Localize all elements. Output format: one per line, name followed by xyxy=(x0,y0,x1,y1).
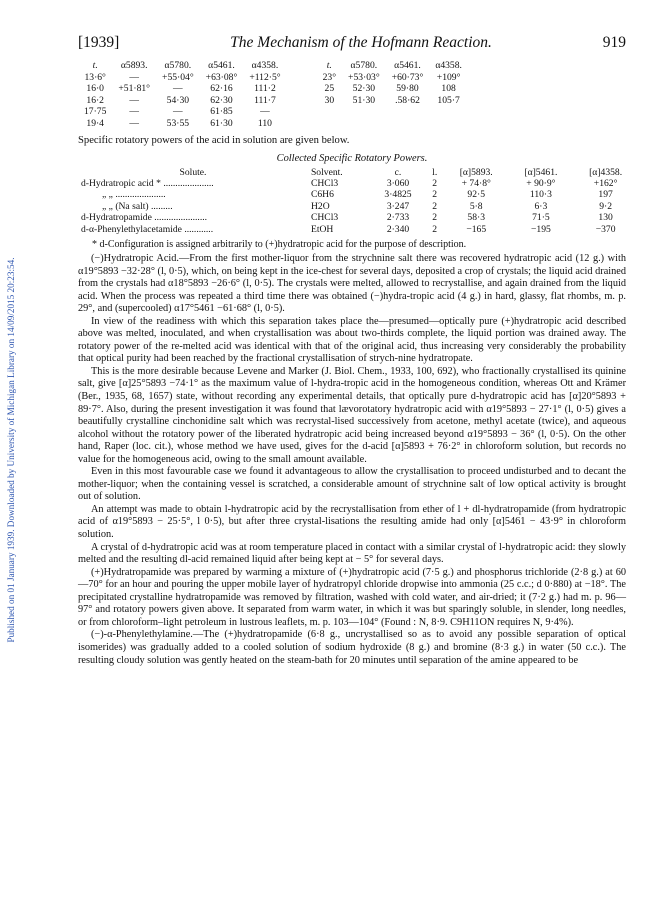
table-cell: +53·03° xyxy=(348,71,380,83)
column-gap xyxy=(287,83,317,95)
table-cell: 13·6° xyxy=(84,71,106,83)
table-cell: 19·4 xyxy=(86,117,104,129)
table-row xyxy=(78,95,468,107)
table-row xyxy=(78,83,468,95)
table-cell: 197 xyxy=(598,189,613,201)
table-cell: 2 xyxy=(432,177,438,189)
table-cell: 6·3 xyxy=(534,200,548,212)
header-cell: [α]5893. xyxy=(459,166,493,178)
table-header-row xyxy=(78,167,638,178)
table-cell: 25 xyxy=(324,83,335,95)
table-cell: 111·2 xyxy=(254,83,276,95)
table-cell: 110·3 xyxy=(529,189,552,201)
column-gap xyxy=(287,118,317,130)
table-cell: 59·80 xyxy=(396,83,419,95)
download-notice xyxy=(2,170,20,730)
header-cell: [α]5461. xyxy=(524,166,558,178)
table-cell: 71·5 xyxy=(532,212,550,224)
table-cell: 61·85 xyxy=(210,106,233,118)
table-cell: +109° xyxy=(436,71,461,83)
table-cell: CHCl3 xyxy=(310,177,339,189)
table-cell: 58·3 xyxy=(467,212,486,224)
table-cell: −370 xyxy=(595,223,616,235)
table-cell: 61·30 xyxy=(210,117,233,129)
table-cell: + 74·8° xyxy=(461,177,491,189)
table-cell: d-Hydratropic acid * ..................... xyxy=(81,177,214,189)
table-cell-empty xyxy=(317,118,468,130)
table-cell: +55·04° xyxy=(162,71,194,83)
table-cell: — xyxy=(173,83,183,95)
table-row xyxy=(78,189,638,200)
table-cell: 111·7 xyxy=(254,94,276,106)
table-cell: „ „ (Na salt) ......... xyxy=(102,200,173,212)
table-cell: +60·73° xyxy=(391,71,424,83)
paragraph: (−)-α-Phenylethylamine.—The (+)hydratropamide (6·8 g., uncrystallised so as to avoid any possible separation of optical isomerides) was gradually added to a cooled solution of sodium hydroxide (8 g.) and bromine (8·3 g.) in water (50 c.c.). The resulting cloudy solution was gently heated on the steam-bath for 20 minutes until separation of the amine appeared to be xyxy=(78,629,626,666)
header-cell: α5893. xyxy=(120,60,148,71)
table-row xyxy=(78,224,638,235)
table-cell: −195 xyxy=(531,223,551,235)
table-cell: 16·2 xyxy=(86,94,104,106)
paragraph: This is the more desirable because Levene and Marker (J. Biol. Chem., 1933, 100, 692), who fractionally crystallised its quinine salt, give [α]25°5893 −74·1° as the maximum value of l-hydra-tropic acid in the homogeneous condition, whereas Ott and Krämer (Ber., 1935, 68, 1657) state, without recording any experimental details, that optically pure d-hydratropic acid has [α]20°5893 + 89·7°. Also, during the present investigation it was found that lævorotatory hydratropic acid with α19°5893 − 27·1° (l, 0·5) gives a beautifully crystalline cinchonidine salt which was recrystal-lised successively from acetone, methyl acetate (twice), and aqueous alcohol without the rotatory power of the liberated hydratropic acid being increased beyond α19°5893 − 36° (l, 0·5). On the other hand, Raper (loc. cit.), whose method we have used, gives for the d-acid [α]5893 + 76·2° in chloroform solution, but records no value for the homogeneous acid, owing to the small amount available. xyxy=(78,365,626,465)
paragraph: (−)Hydratropic Acid.—From the first mother-liquor from the strychnine salt there was recovered hydratropic acid (12 g.) with α19°5893 −32·28° (l, 0·5), which, on being kept in the ice-chest for several days, deposited a crop of crystals; the liquid acid drained from the crystals had α18°5893 −26·6° (l, 0·5). The crystals were melted, allowed to recrystallise, and again drained from the liquid acid. When the process was repeated a third time there was obtained (−)hydra-tropic acid (4 g.) in hard, glassy, flat rhombs, m. p. 29°, and (supercooled) α17°5461 −61·68° (l, 0·5). xyxy=(78,253,626,315)
table-row xyxy=(78,106,468,118)
column-gap xyxy=(287,95,317,107)
table-cell: — xyxy=(129,94,139,106)
table-row xyxy=(78,201,638,212)
header-cell: α5780. xyxy=(164,60,192,71)
table-cell: 17·75 xyxy=(84,106,107,118)
table-cell: 52·30 xyxy=(352,83,376,95)
table-cell: d-α-Phenylethylacetamide ............ xyxy=(81,223,214,235)
header-cell: [α]4358. xyxy=(589,166,623,178)
paragraph: An attempt was made to obtain l-hydratropic acid by the recrystallisation from ether of l + dl-hydratropamide (from hydratropic acid of α19°5893 − 25·5°, l 0·5), but after three crystal-lisations the resulting amide had only [α]5461 − 43·9° in chloroform solution. xyxy=(78,503,626,541)
table-cell: 5·8 xyxy=(469,200,483,212)
table-cell: — xyxy=(129,117,139,129)
table-cell: — xyxy=(129,106,139,118)
table-cell: 2·340 xyxy=(386,223,410,235)
header-cell: Solvent. xyxy=(310,166,343,178)
table-cell: 54·30 xyxy=(166,94,190,106)
table-cell: 2·733 xyxy=(386,212,410,224)
specific-rotation-table xyxy=(78,60,468,130)
page xyxy=(78,34,626,667)
header-year: [1939] xyxy=(78,34,120,51)
table-cell: 16·0 xyxy=(86,83,104,95)
table-row xyxy=(78,178,638,189)
table-cell: +162° xyxy=(593,177,618,189)
table-cell: EtOH xyxy=(310,223,334,235)
header-cell: t. xyxy=(326,60,332,71)
table-cell: 2 xyxy=(432,212,438,224)
column-gap xyxy=(287,72,317,84)
column-gap xyxy=(287,60,317,72)
table-cell: 2 xyxy=(432,200,438,212)
table-cell: 62·30 xyxy=(210,94,233,106)
table-cell-empty xyxy=(317,106,468,118)
table-cell: H2O xyxy=(310,200,330,212)
table-cell: 23° xyxy=(322,71,337,83)
page-header xyxy=(78,34,626,52)
header-title: The Mechanism of the Hofmann Reaction. xyxy=(230,34,492,51)
table-cell: 3·4825 xyxy=(384,189,412,201)
table-cell: C6H6 xyxy=(310,189,334,201)
table-cell: 105·7 xyxy=(437,94,460,106)
rotatory-powers-table xyxy=(78,167,638,235)
paragraph: A crystal of d-hydratropic acid was at room temperature placed in contact with a similar crystal of l-hydratropic acid: they slowly melted and the resulting dl-acid remained liquid after being kept at − 5° for several days. xyxy=(78,541,626,566)
table-caption: Specific rotatory powers of the acid in solution are given below. xyxy=(78,134,350,146)
header-cell: c. xyxy=(394,166,402,178)
table-cell: — xyxy=(173,106,183,118)
table-cell: .58·62 xyxy=(395,94,420,106)
table-cell: 110 xyxy=(257,117,272,129)
table-row xyxy=(78,118,468,130)
table-row xyxy=(78,72,468,84)
paragraph: In view of the readiness with which this separation takes place the—presumed—optically pure (+)hydratropic acid described above was melted, inoculated, and when crystallisation was about two-thirds complete, the liquid portion was drained away. The rotatory power of the re-melted acid was identical with that of the original acid, thus increasing very considerably the probability that optical purity had been reached by the fractional crystallisation of strych-nine hydratropate. xyxy=(78,315,626,365)
table-footnote: * d-Configuration is assigned arbitrarily to (+)hydratropic acid for the purpose of description. xyxy=(92,239,467,250)
table-cell: +63·08° xyxy=(205,71,238,83)
table-cell: 30 xyxy=(324,94,335,106)
header-cell: α4358. xyxy=(251,60,279,71)
header-page-number: 919 xyxy=(602,34,626,51)
table-cell: 108 xyxy=(441,83,456,95)
table-cell: 92·5 xyxy=(467,189,486,201)
table-cell: 62·16 xyxy=(210,83,233,95)
header-cell: α5780. xyxy=(350,60,378,71)
table-row xyxy=(78,212,638,223)
table-cell: CHCl3 xyxy=(310,212,339,224)
table-cell: −165 xyxy=(466,223,487,235)
header-cell: α4358. xyxy=(435,60,462,71)
table-cell: 3·247 xyxy=(386,200,410,212)
header-cell: t. xyxy=(92,60,98,71)
table-cell: — xyxy=(129,71,139,83)
table-cell: — xyxy=(260,106,270,118)
table-cell: d-Hydratropamide ...................... xyxy=(81,212,208,224)
table-cell: 130 xyxy=(598,212,613,224)
paragraph: Even in this most favourable case we found it advantageous to allow the crystallisation to proceed undisturbed and to decant the mother-liquor; when the containing vessel is scratched, a considerable amount of strychnine salt of low optical activity is brought out of solution. xyxy=(78,466,626,503)
table-cell: + 90·9° xyxy=(526,177,556,189)
table-header-row xyxy=(78,60,468,72)
header-cell: α5461. xyxy=(394,60,421,71)
header-cell: Solute. xyxy=(179,166,207,178)
table-cell: 2 xyxy=(432,189,438,201)
table-cell: 9·2 xyxy=(599,200,613,212)
rotatory-table-title: Collected Specific Rotatory Powers. xyxy=(276,152,428,164)
header-cell: l. xyxy=(432,166,438,178)
table-cell: 53·55 xyxy=(166,117,190,129)
table-cell: „ „ ..................... xyxy=(102,189,166,201)
table-cell: 3·060 xyxy=(386,177,410,189)
table-cell: +51·81° xyxy=(118,83,151,95)
table-cell: +112·5° xyxy=(249,71,281,83)
table-cell: 2 xyxy=(432,223,438,235)
body-text xyxy=(78,253,626,667)
paragraph: (+)Hydratropamide was prepared by warming a mixture of (+)hydratropic acid (7·5 g.) and phosphorus trichloride (2·8 g.) at 60—70° for an hour and pouring the upper mobile layer of hydratropyl chloride dropwise into ammonia (25 c.c.; d 0·880) at −18°. The precipitated crystalline hydratropamide was removed by filtration, washed with cold water, and air-dried; it (7·2 g.) had m. p. 96—97° and rotatory powers given above. It separated from warm water, in which it was but sparingly soluble, in slender, long needles, or from chloroform–light petroleum in lustrous leaflets, m. p. 103—104° (Found : N, 8·9. C9H11ON requires N, 9·4%). xyxy=(78,566,626,628)
table-cell: 51·30 xyxy=(352,94,376,106)
header-cell: α5461. xyxy=(208,60,235,71)
column-gap xyxy=(287,106,317,118)
download-notice-text: Published on 01 January 1939. Downloaded by University of Michigan Library on 14/09/2015 20:23:54. xyxy=(6,257,16,643)
